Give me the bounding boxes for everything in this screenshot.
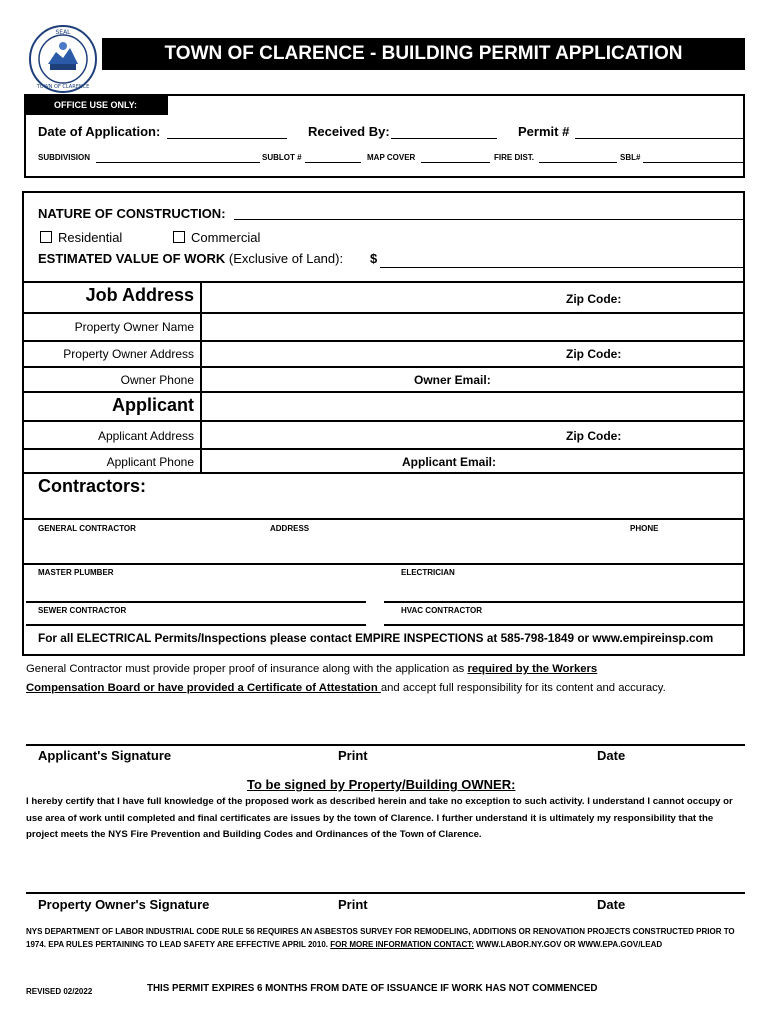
map-cover-field[interactable]	[421, 162, 490, 163]
contractor-address-label: ADDRESS	[270, 524, 310, 533]
applicant-address-label: Applicant Address	[97, 429, 194, 443]
applicant-address-field[interactable]	[202, 422, 743, 447]
form-title: TOWN OF CLARENCE - BUILDING PERMIT APPLICATION	[102, 38, 745, 70]
applicant-phone-label: Applicant Phone	[106, 455, 194, 469]
divider	[22, 563, 745, 565]
owner-print-label: Print	[338, 897, 368, 912]
map-cover-label: MAP COVER	[367, 153, 416, 162]
hvac-contractor-label: HVAC CONTRACTOR	[401, 606, 483, 615]
asbestos-notice	[26, 925, 736, 951]
sublot-field[interactable]	[305, 162, 361, 163]
applicant-signature-label: Applicant's Signature	[38, 748, 172, 763]
estimated-value-note: (Exclusive of Land):	[228, 251, 344, 266]
hvac-contractor-field[interactable]	[384, 624, 743, 626]
svg-text:SEAL: SEAL	[55, 29, 71, 36]
town-seal-logo	[28, 24, 98, 94]
owner-phone-label: Owner Phone	[120, 373, 194, 387]
property-owner-name-label: Property Owner Name	[74, 320, 194, 334]
date-of-application-label: Date of Application:	[38, 124, 161, 139]
general-contractor-label: GENERAL CONTRACTOR	[38, 524, 136, 533]
property-owner-address-label: Property Owner Address	[63, 347, 194, 361]
commercial-checkbox[interactable]	[173, 231, 185, 243]
electrician-label: ELECTRICIAN	[401, 568, 455, 577]
residential-label: Residential	[58, 230, 123, 245]
owner-signature-heading: To be signed by Property/Building OWNER:	[247, 777, 516, 792]
asbestos-text: NYS DEPARTMENT OF LABOR INDUSTRIAL CODE RULE 56 REQUIRES AN ASBESTOS SURVEY FOR REMODELING, ADDITIONS OR RENOVATION PROJECTS CONSTRUCTED PRIOR TO 1974. EPA RULES PERTAINING TO LEAD SAFETY ARE EFFECTIVE APRIL 2010.	[26, 927, 735, 949]
office-use-tag: OFFICE USE ONLY:	[24, 96, 168, 115]
svg-text:TOWN OF CLARENCE: TOWN OF CLARENCE	[36, 84, 90, 90]
applicant-label: Applicant	[111, 395, 194, 415]
applicant-name-field[interactable]	[202, 393, 743, 419]
commercial-label: Commercial	[191, 230, 261, 245]
date-of-application-field[interactable]	[167, 138, 287, 139]
received-by-label: Received By:	[308, 124, 390, 139]
permit-number-field[interactable]	[575, 138, 743, 139]
divider	[22, 472, 745, 474]
owner-certification-text: I hereby certify that I have full knowledge of the proposed work as described herein and take no exception to such activity. I understand I cannot occupy or use area of work until completed and final certificates are issues by the town of Clarence. I further understand it is ultimately my responsibility that the project meets the NYS Fire Prevention and Building Codes and Ordinances of the Town of Clarence.	[26, 796, 733, 840]
estimated-value-row	[38, 251, 343, 266]
property-owner-name-field[interactable]	[202, 314, 743, 339]
applicant-print-label: Print	[338, 748, 368, 763]
general-contractor-field[interactable]	[26, 536, 743, 562]
owner-zip-label: Zip Code:	[566, 347, 622, 361]
electrician-field[interactable]	[384, 601, 743, 603]
received-by-field[interactable]	[391, 138, 497, 139]
owner-signature-line[interactable]	[26, 892, 745, 894]
applicant-email-label: Applicant Email:	[402, 455, 497, 469]
applicant-zip-label: Zip Code:	[566, 429, 622, 443]
workers-comp-link: required by the Workers	[467, 663, 598, 675]
dollar-sign: $	[370, 251, 378, 266]
job-address-field[interactable]	[202, 283, 743, 311]
property-owner-address-field[interactable]	[202, 342, 743, 365]
master-plumber-label: MASTER PLUMBER	[38, 568, 114, 577]
sewer-contractor-label: SEWER CONTRACTOR	[38, 606, 127, 615]
owner-signature-label: Property Owner's Signature	[38, 897, 210, 912]
insurance-text: General Contractor must provide proper proof of insurance along with the application as	[26, 663, 468, 675]
insurance-note	[26, 660, 746, 698]
contractors-heading: Contractors:	[38, 476, 147, 496]
electrical-inspections-note: For all ELECTRICAL Permits/Inspections please contact EMPIRE INSPECTIONS at 585-798-1849 or www.empireinsp.com	[38, 631, 714, 645]
sbl-label: SBL#	[620, 153, 641, 162]
applicant-signature-line[interactable]	[26, 744, 745, 746]
subdivision-label: SUBDIVISION	[38, 153, 91, 162]
more-info-label: FOR MORE INFORMATION CONTACT:	[330, 940, 474, 949]
fire-dist-field[interactable]	[539, 162, 617, 163]
sublot-label: SUBLOT #	[262, 153, 302, 162]
estimated-value-label: ESTIMATED VALUE OF WORK	[38, 251, 226, 266]
permit-expiry-notice: THIS PERMIT EXPIRES 6 MONTHS FROM DATE OF ISSUANCE IF WORK HAS NOT COMMENCED	[147, 983, 598, 994]
estimated-value-field[interactable]	[380, 267, 743, 268]
info-websites: WWW.LABOR.NY.GOV OR WWW.EPA.GOV/LEAD	[473, 940, 663, 949]
fire-dist-label: FIRE DIST.	[494, 153, 535, 162]
residential-checkbox[interactable]	[40, 231, 52, 243]
sbl-field[interactable]	[643, 162, 743, 163]
contractor-phone-label: PHONE	[630, 524, 659, 533]
master-plumber-field[interactable]	[26, 601, 366, 603]
nature-of-construction-label: NATURE OF CONSTRUCTION:	[38, 206, 226, 221]
owner-date-label: Date	[597, 897, 626, 912]
attestation-link: Compensation Board or have provided a Certificate of Attestation	[26, 682, 381, 694]
owner-email-label: Owner Email:	[414, 373, 491, 387]
sewer-contractor-field[interactable]	[26, 624, 366, 626]
job-address-label: Job Address	[85, 285, 194, 305]
subdivision-field[interactable]	[96, 162, 260, 163]
permit-number-label: Permit #	[518, 124, 570, 139]
revision-date: REVISED 02/2022	[26, 987, 93, 996]
insurance-text-end: and accept full responsibility for its content and accuracy.	[380, 682, 666, 694]
residential-option[interactable]	[40, 230, 122, 245]
divider	[22, 518, 745, 520]
job-zip-label: Zip Code:	[566, 292, 622, 306]
commercial-option[interactable]	[173, 230, 260, 245]
applicant-date-label: Date	[597, 748, 626, 763]
nature-of-construction-field[interactable]	[234, 219, 743, 220]
